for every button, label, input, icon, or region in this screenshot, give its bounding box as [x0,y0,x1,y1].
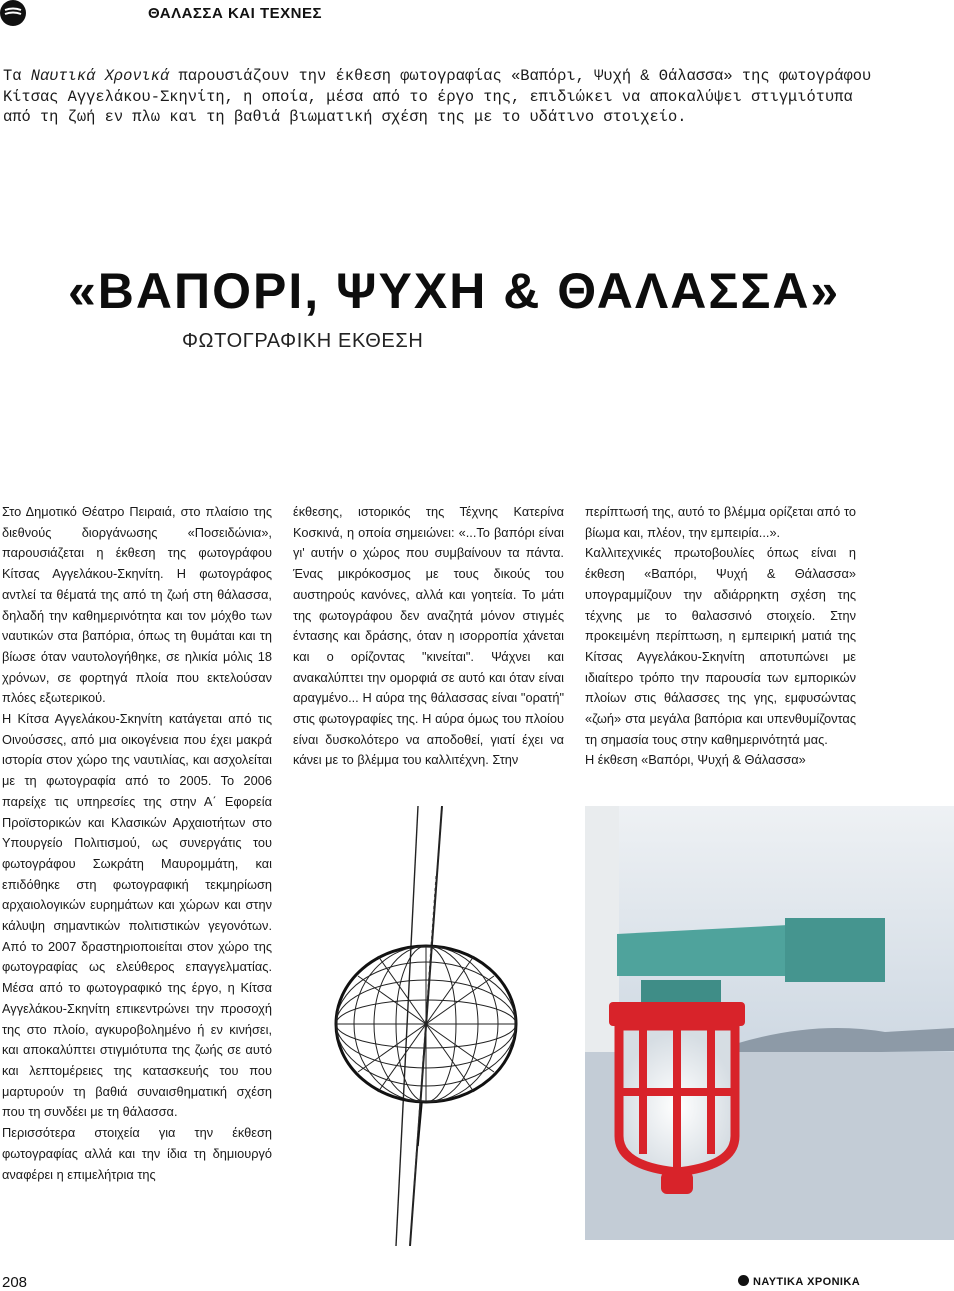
paragraph: περίπτωσή της, αυτό το βλέμμα ορίζεται από το βίωμα και, πλέον, την εμπειρία...». [585,504,856,540]
lamp-photo [585,806,954,1240]
logo-icon [0,0,26,26]
brand-name: ΝΑΥΤΙΚΑ ΧΡΟΝΙΚΑ [753,1276,861,1288]
paragraph: Στο Δημοτικό Θέατρο Πειραιά, στο πλαίσιο της διεθνούς διοργάνωσης «Ποσειδώνια», παρουσιάζεται η έκθεση της φωτογράφου Κίτσας Αγγελάκου-Σκηνίτη. Η φωτογράφος αντλεί τα θέματά της από τη ζωή στη θάλασσα, δηλαδή την καθημερινότητα και τον μόχθο των ναυτικών στα βαπόρια, όπως τη θυμάται και τη βίωσε όταν ναυτολογήθηκε, σε ηλικία μόλις 18 χρόνων, σε φορτηγά πλοία που εκτελούσαν πλόες εξωτερικού. [2,504,272,706]
brand-logo-icon [738,1275,749,1286]
text-column-1 [2,502,272,1185]
net-photo [318,806,538,1246]
footer-brand [738,1275,860,1288]
article-title: «ΒΑΠΟΡΙ, ΨΥΧΗ & ΘΑΛΑΣΣΑ» [68,263,841,319]
magazine-name: Ναυτικά Χρονικά [30,67,170,85]
paragraph: Η έκθεση «Βαπόρι, Ψυχή & Θάλασσα» [585,752,806,768]
paragraph: Περισσότερα στοιχεία για την έκθεση φωτογραφίας αλλά και την ίδια τη δημιουργό αναφέρει η επιμελήτρια της [2,1125,272,1182]
section-label: ΘΑΛΑΣΣΑ ΚΑΙ ΤΕΧΝΕΣ [148,5,322,22]
paragraph: Η Κίτσα Αγγελάκου-Σκηνίτη κατάγεται από τις Οινούσσες, από μια οικογένεια που έχει μακρά ιστορία στον χώρο της ναυτιλίας, και ασχολείται με τη φωτογραφία από το 2005. Το 2006 παρείχε τις υπηρεσίες της στην Α΄ Εφορεία Προϊστορικών και Κλασικών Αρχαιοτήτων στο Υπουργείο Πολιτισμού, ως συνεργάτις του φωτογράφου Σωκράτη Μαυρομμάτη, και επιδόθηκε στη φωτογραφική τεκμηρίωση αρχαιολογικών ευρημάτων και χώρων και στην κάλυψη σημαντικών πολιτιστικών γεγονότων. Από το 2007 δραστηριοποιείται στον χώρο της φωτογραφίας ως ελεύθερος επαγγελματίας. Μέσα από το φωτογραφικό της έργο, η Κίτσα Αγγελάκου-Σκηνίτη επικεντρώνει την προσοχή της στο πλοίο, αγκυροβολημένο ή εν κινήσει, και αποκαλύπτει στιγμιότυπα της ζωής σε αυτό και λεπτομέρειες της κατασκευής του που μαρτυρούν τη βαθιά συναισθηματική σχέση που τη συνδέει με τη θάλασσα. [2,711,272,1120]
article-subtitle: ΦΩΤΟΓΡΑΦΙΚΗ ΕΚΘΕΣΗ [182,330,424,352]
paragraph: έκθεσης, ιστορικός της Τέχνης Κατερίνα Κοσκινά, η οποία σημειώνει: «...Το βαπόρι είναι γι' αυτήν ο χώρος που συμβαίνουν τα πάντα. Ένας μικρόκοσμος με τους δικούς του αυστηρούς κανόνες, αλλά και γοητεία. Το μάτι της φωτογράφου δεν αναζητά μόνον στιγμές έντασης και δράσης, όταν η ισορροπία χάνεται και ο ορίζοντας "κινείται". Ψάχνει και ανακαλύπτει την ομορφιά σε αυτό και όταν είναι αραγμένο... Η αύρα της θάλασσας είναι "ορατή" στις φωτογραφίες της. Η αύρα όμως του πλοίου είναι δυσκολότερο να αποδοθεί, γιατί έχει να κάνει με το βλέμμα του καλλιτέχνη. Στην [293,504,564,768]
intro-text: Τα Ναυτικά Χρονικά παρουσιάζουν την έκθεση φωτογραφίας «Βαπόρι, Ψυχή & Θάλασσα» της φωτογράφου Κίτσας Αγγελάκου-Σκηνίτη, η οποία, μέσα από το έργο της, επιδιώκει να αποκαλύψει στιγμιότυπα από τη ζωή εν πλω και τη βαθιά βιωματική σχέση της με το υδάτινο στοιχείο. [3,67,872,126]
paragraph: Καλλιτεχνικές πρωτοβουλίες όπως είναι η έκθεση «Βαπόρι, Ψυχή & Θάλασσα» υπογραμμίζουν την αδιάρρηκτη σχέση της τέχνης με το θαλασσινό στοιχείο. Στην προκειμένη περίπτωση, η εμπειρική ματιά της Κίτσας Αγγελάκου-Σκηνίτη αποτυπώνει με ιδιαίτερο τρόπο την παρουσία των εμπορικών πλοίων στις θάλασσες της γης, εμφυσώντας «ζωή» στα μεγάλα βαπόρια και υπενθυμίζοντας τη σημασία τους στην καθημερινότητά μας. [585,545,856,747]
text-column-2 [293,502,564,771]
text-column-3 [585,502,856,771]
page-number: 208 [2,1274,28,1291]
